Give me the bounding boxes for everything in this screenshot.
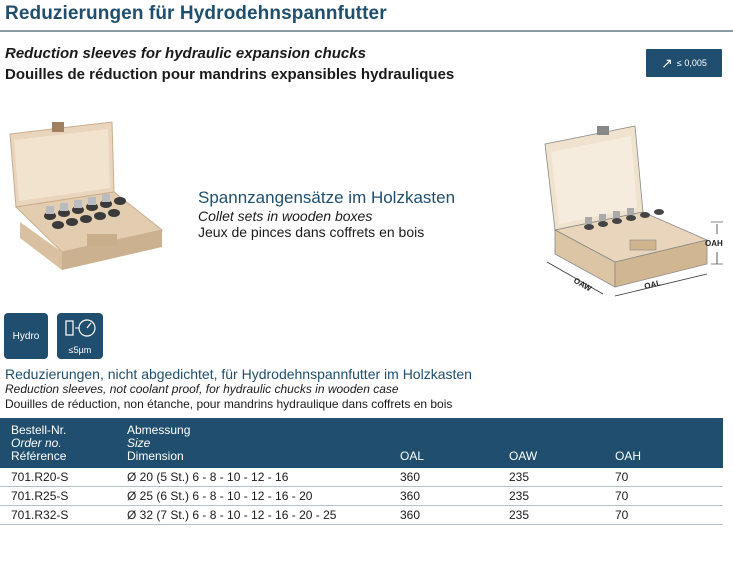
table-row: [0, 468, 723, 487]
tolerance-badge: [646, 49, 722, 77]
subtitle-french: Douilles de réduction pour mandrins expansibles hydrauliques: [5, 66, 455, 83]
title-divider: [0, 30, 733, 32]
oaw-column-header: OAW: [509, 449, 538, 463]
oal-column-header: OAL: [400, 449, 425, 463]
latch-icon: [52, 122, 64, 132]
order-header-de: Bestell-Nr.: [11, 423, 67, 437]
order-cell: 701.R20-S: [11, 470, 69, 484]
latch-icon: [597, 126, 609, 135]
table-title-french: Douilles de réduction, non étanche, pour mandrins hydraulique dans coffrets en bois: [5, 397, 453, 411]
runout-gauge-icon: [63, 317, 97, 341]
set-title-french: Jeux de pinces dans coffrets en bois: [198, 224, 425, 240]
dim-header-de: Abmessung: [127, 423, 191, 437]
set-title-german: Spannzangensätze im Holzkasten: [198, 188, 456, 207]
runout-badge: [57, 313, 103, 359]
box-dimension-drawing: [535, 112, 730, 302]
oaw-cell: 235: [509, 489, 530, 503]
dimension-cell: Ø 25 (6 St.) 6 - 8 - 10 - 12 - 16 - 20: [127, 489, 313, 503]
tolerance-value: ≤ 0,005: [676, 58, 707, 68]
runout-label: ≤5µm: [68, 345, 92, 355]
oaw-cell: 235: [509, 508, 530, 522]
oah-cell: 70: [615, 470, 629, 484]
order-header-en: Order no.: [11, 436, 62, 450]
subtitle-english: Reduction sleeves for hydraulic expansion chucks: [5, 45, 366, 62]
oal-cell: 360: [400, 489, 421, 503]
order-cell: 701.R32-S: [11, 508, 69, 522]
dim-header-en: Size: [127, 436, 151, 450]
table-row: [0, 487, 723, 506]
table-title-german: Reduzierungen, nicht abgedichtet, für Hydrodehnspannfutter im Holzkasten: [5, 366, 472, 382]
wooden-box-photo: [2, 112, 172, 272]
dimension-cell: Ø 32 (7 St.) 6 - 8 - 10 - 12 - 16 - 20 - 25: [127, 508, 337, 522]
dimension-cell: Ø 20 (5 St.) 6 - 8 - 10 - 12 - 16: [127, 470, 289, 484]
dimension-column-header: [127, 424, 190, 463]
oah-cell: 70: [615, 508, 629, 522]
oah-label: OAH: [705, 239, 723, 248]
order-header-fr: Référence: [11, 449, 67, 463]
table-row: [0, 506, 723, 525]
set-title-english: Collet sets in wooden boxes: [198, 208, 373, 224]
order-cell: 701.R25-S: [11, 489, 69, 503]
table-title-english: Reduction sleeves, not coolant proof, for hydraulic chucks in wooden case: [5, 382, 399, 396]
diagonal-arrow-icon: ↗: [661, 54, 673, 71]
oal-cell: 360: [400, 470, 421, 484]
oal-cell: 360: [400, 508, 421, 522]
oaw-label: OAW: [572, 275, 594, 294]
dim-header-fr: Dimension: [127, 449, 184, 463]
oah-column-header: OAH: [615, 449, 642, 463]
hydro-badge: [4, 313, 48, 359]
table-header: [0, 418, 723, 468]
order-column-header: [11, 424, 66, 463]
oal-label: OAL: [643, 278, 662, 291]
oaw-cell: 235: [509, 470, 530, 484]
page-title: Reduzierungen für Hydrodehnspannfutter: [5, 3, 387, 24]
hydro-label: Hydro: [12, 330, 40, 342]
oah-cell: 70: [615, 489, 629, 503]
